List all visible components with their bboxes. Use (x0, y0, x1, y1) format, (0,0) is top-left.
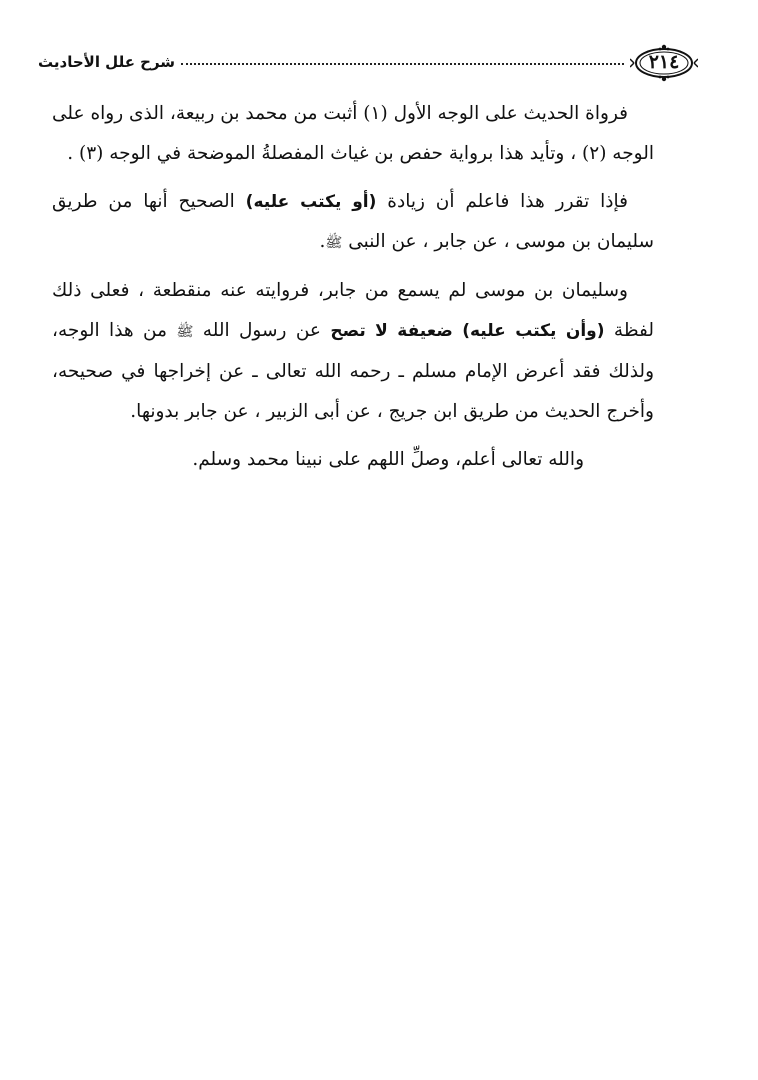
page-number-ornament (630, 42, 698, 82)
salutation-glyph: ﷺ (176, 324, 194, 340)
emphasized-phrase: (أو يكتب عليه) (245, 192, 377, 212)
page-header (38, 42, 698, 82)
text-run: والله تعالى أعلم، وصلِّ اللهم على نبينا محمد وسلم. (192, 449, 584, 470)
header-dotted-rule (181, 63, 624, 65)
page-number: ٢١٤ (648, 51, 680, 73)
text-run: عن رسول الله (193, 320, 331, 341)
paragraph (52, 182, 654, 263)
text-run: فرواة الحديث على الوجه الأول (١) أثبت من محمد بن ربيعة، الذى رواه على الوجه (٢) ، وتأيد هذا برواية حفص بن غياث المفصلةُ الموضحة في الوجه (٣) . (52, 103, 654, 164)
text-run: . (319, 231, 326, 252)
paragraph (52, 94, 654, 174)
running-title: شرح علل الأحاديث (38, 53, 176, 71)
closing-paragraph (52, 440, 654, 480)
paragraph (52, 271, 654, 432)
text-run: من هذا الوجه، ولذلك فقد أعرض الإمام مسلم ـ رحمه الله تعالى ـ عن إخراجها في صحيحه، وأخرج الحديث من طريق ابن جريج ، عن أبى الزبير ، عن جابر بدونها. (52, 320, 654, 422)
text-run: الصحيح أنها من طريق سليمان بن موسى ، عن جابر ، عن النبى (52, 191, 654, 252)
body-text (52, 94, 654, 488)
salutation-glyph: ﷺ (325, 235, 343, 251)
text-run: وسليمان بن موسى لم يسمع من جابر، فروايته عنه منقطعة ، فعلى ذلك لفظة (52, 280, 655, 341)
text-run: فإذا تقرر هذا فاعلم أن زيادة (376, 191, 628, 212)
emphasized-phrase: (وأن يكتب عليه) ضعيفة لا تصح (330, 321, 605, 341)
